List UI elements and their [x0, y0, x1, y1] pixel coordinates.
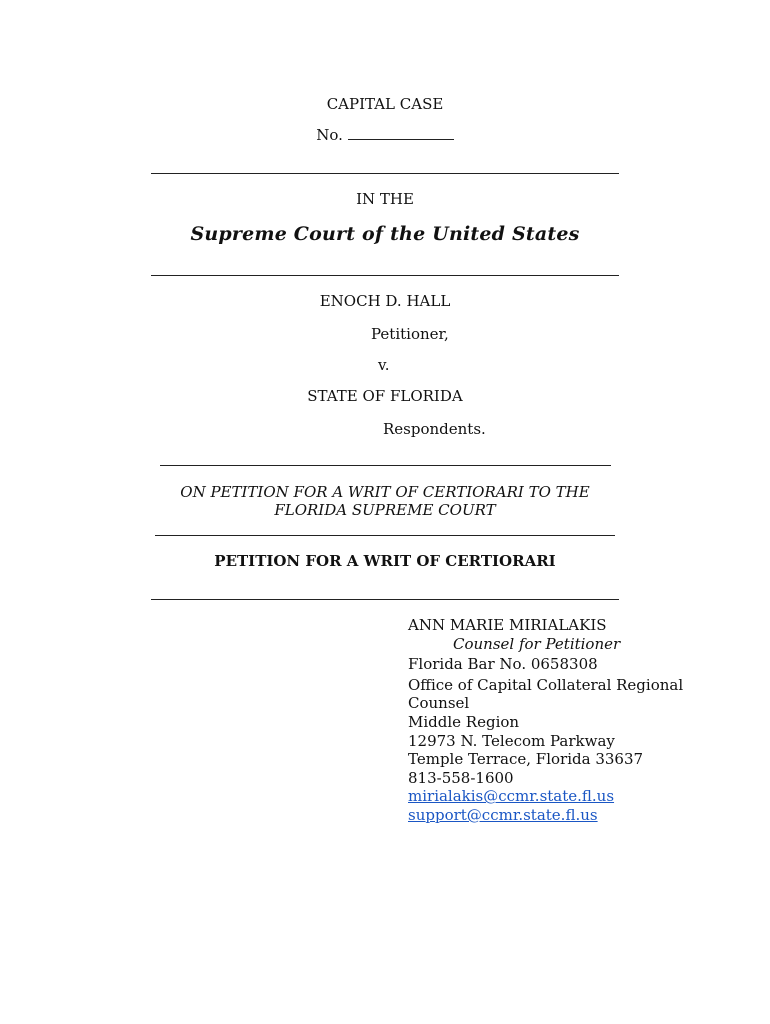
divider-rule-2	[151, 275, 619, 276]
counsel-office-line-1: Office of Capital Collateral Regional	[408, 675, 684, 694]
counsel-name: ANN MARIE MIRIALAKIS	[408, 616, 607, 634]
case-number-blank	[348, 127, 454, 140]
case-type-label: CAPITAL CASE	[326, 95, 444, 113]
respondent-name: STATE OF FLORIDA	[307, 387, 463, 405]
petitioner-name: ENOCH D. HALL	[319, 292, 451, 310]
divider-rule-1	[151, 173, 619, 174]
petition-subtitle-line-2: FLORIDA SUPREME COURT	[274, 501, 496, 519]
counsel-street: 12973 N. Telecom Parkway	[408, 731, 615, 750]
counsel-bar-number: Florida Bar No. 0658308	[408, 655, 598, 674]
counsel-office-line-2: Counsel	[408, 694, 470, 713]
court-name: Supreme Court of the United States	[190, 223, 580, 245]
counsel-role: Counsel for Petitioner	[453, 634, 621, 653]
respondent-role: Respondents.	[383, 420, 486, 438]
counsel-phone: 813-558-1600	[408, 768, 514, 787]
divider-rule-4	[155, 535, 615, 536]
in-the-label: IN THE	[356, 190, 414, 208]
counsel-region: Middle Region	[408, 712, 520, 731]
case-number-line	[0, 126, 770, 144]
petitioner-role: Petitioner,	[371, 325, 449, 343]
case-number-label: No.	[316, 126, 343, 144]
counsel-city-state-zip: Temple Terrace, Florida 33637	[408, 750, 644, 769]
counsel-block	[408, 616, 728, 825]
petition-title: PETITION FOR A WRIT OF CERTIORARI	[214, 552, 556, 570]
divider-rule-3	[160, 465, 611, 466]
versus-label: v.	[378, 356, 390, 374]
divider-rule-5	[151, 599, 619, 600]
email-link-primary[interactable]: mirialakis@ccmr.state.fl.us	[408, 787, 615, 806]
petition-subtitle-line-1: ON PETITION FOR A WRIT OF CERTIORARI TO THE	[180, 483, 590, 501]
email-link-support[interactable]: support@ccmr.state.fl.us	[408, 805, 598, 824]
